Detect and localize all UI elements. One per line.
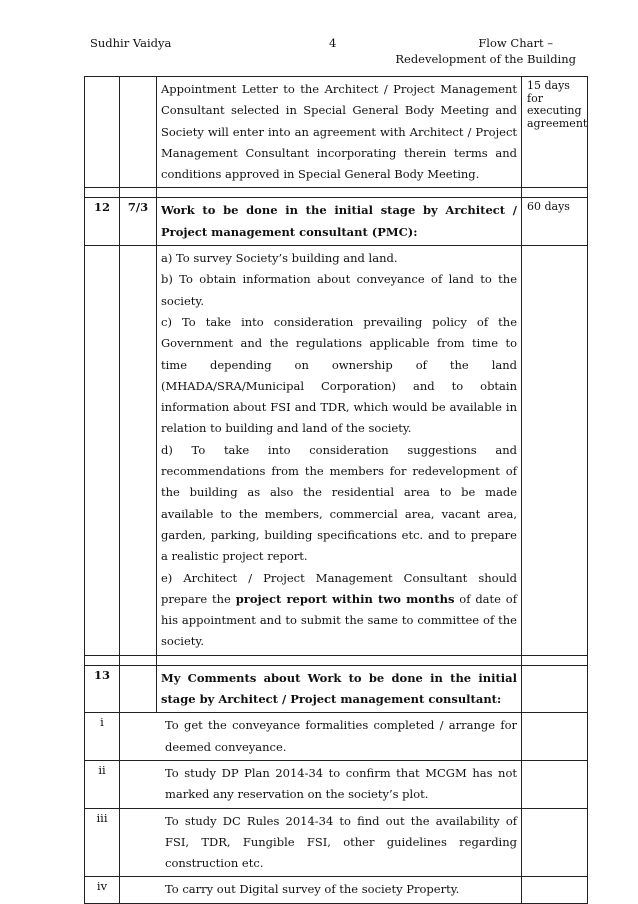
page-number: 4: [329, 36, 337, 50]
subitem-text: To study DP Plan 2014-34 to confirm that MCGM has not marked any reservation on the society’s plot.: [120, 760, 522, 808]
point-d: d) To take into consideration suggestions and recommendations from the members for redevelopment of the building as also the residential area to be made available to the members, commercial area, vacant area, garden, parking, building specifications etc. and to prepare a realistic project report.: [161, 442, 517, 564]
appointment-remark: 15 days for executing agreement: [522, 77, 588, 188]
subitem-text: To get the conveyance formalities completed / arrange for deemed conveyance.: [120, 713, 522, 761]
table-row: [85, 198, 588, 246]
item-13-heading: My Comments about Work to be done in the initial stage by Architect / Project management consultant:: [157, 665, 522, 713]
point-e: [161, 568, 517, 653]
point-e-pre: e) Architect / Project Management Consultant should prepare the: [161, 570, 517, 606]
point-b: b) To obtain information about conveyance of land to the society.: [161, 272, 517, 308]
item-13-number: 13: [85, 665, 120, 713]
item-12-points: [157, 246, 522, 656]
subitem-text: To carry out Digital survey of the society Property.: [120, 877, 522, 903]
table-row: [85, 808, 588, 877]
subitem-number: ii: [85, 760, 120, 808]
point-c: c) To take into consideration prevailing policy of the Government and the regulations applicable from time to time depending on ownership of the land (MHADA/SRA/Municipal Corporation) and to obtain information about FSI and TDR, which would be available in relation to building and land of the society.: [161, 314, 517, 436]
point-a: a) To survey Society’s building and land.: [161, 251, 398, 266]
subitem-number: iii: [85, 808, 120, 877]
cell-ref: [120, 77, 157, 188]
subitem-text: To study DC Rules 2014-34 to find out the availability of FSI, TDR, Fungible FSI, other guidelines regarding construction etc.: [120, 808, 522, 877]
spacer-row: [85, 188, 588, 198]
table-row: [85, 877, 588, 903]
item-12-number: 12: [85, 198, 120, 246]
item-12-remark: 60 days: [522, 198, 588, 246]
table-row: [85, 77, 588, 188]
table-row: [85, 665, 588, 713]
flow-chart-table: [84, 76, 588, 904]
table-row: [85, 760, 588, 808]
item-12-heading: Work to be done in the initial stage by Architect / Project management consultant (PMC):: [157, 198, 522, 246]
header-author: Sudhir Vaidya: [90, 36, 172, 50]
header-title-line2: Redevelopment of the Building: [395, 52, 576, 66]
spacer-row: [85, 655, 588, 665]
item-12-ref: 7/3: [120, 198, 157, 246]
point-e-bold: project report within two months: [235, 591, 455, 606]
subitem-number: iv: [85, 877, 120, 903]
point-e-post: of date of his appointment and to submit the same to committee of the society.: [161, 591, 517, 649]
appointment-letter-text: Appointment Letter to the Architect / Project Management Consultant selected in Special General Body Meeting and Society will enter into an agreement with Architect / Project Management Consultant incorporating therein terms and conditions approved in Special General Body Meeting.: [157, 77, 522, 188]
cell-no: [85, 77, 120, 188]
table-row: [85, 246, 588, 656]
subitem-number: i: [85, 713, 120, 761]
header-title-line1: Flow Chart –: [478, 36, 553, 50]
table-row: [85, 713, 588, 761]
